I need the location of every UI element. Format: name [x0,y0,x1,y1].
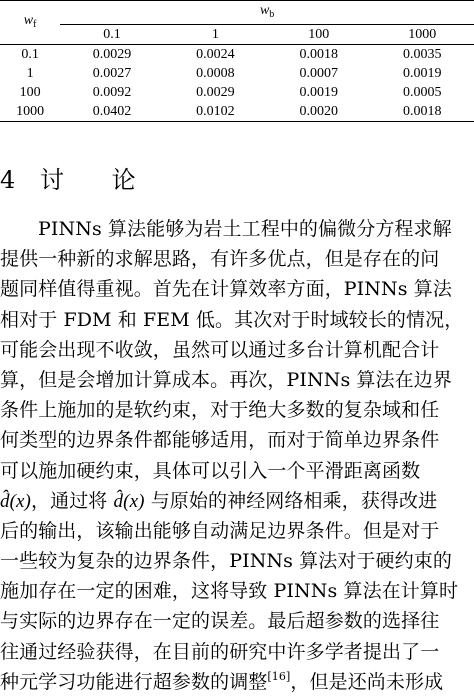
table-cell: 0.0102 [196,104,235,119]
row-label: 1000 [16,104,45,119]
paragraph-line: 可以施加硬约束，具体可以引入一个平滑距离函数 [0,459,421,482]
paragraph-line: 算，但是会增加计算成本。再次，PINNs 算法在边界 [0,368,452,391]
table-row [0,45,474,65]
table-header-row-1 [0,1,474,25]
paragraph-line: 一些较为复杂的边界条件，PINNs 算法对于硬约束的 [0,550,452,573]
table-cell: 0.0029 [92,47,132,62]
paragraph-line: 何类型的边界条件都能够适用，而对于简单边界条件 [0,429,440,452]
paragraph-line: 条件上施加的是软约束，对于绝大多数的复杂域和任 [0,399,440,422]
table-cell: 0.0027 [92,66,132,81]
paragraph-line: 可能会出现不收敛，虽然可以通过多台计算机配合计 [0,338,440,361]
row-label: 1 [26,66,34,81]
table-cell: 0.0018 [403,104,442,119]
row-header-wf: $w_f$ [23,13,37,30]
body-paragraph [0,214,474,697]
col-header: 100 [308,27,330,42]
row-label: 100 [19,85,41,100]
paragraph-line: 施加存在一定的困难，这将导致 PINNs 算法在计算时 [0,580,459,603]
col-group-header-wb: $w_b$ [60,1,474,25]
col-header: 1 [211,27,219,42]
results-table [0,0,474,122]
row-label: 0.1 [21,47,39,62]
table-cell: 0.0020 [299,104,339,119]
paragraph-text: 与原始的神经网络相乘，获得改进 [150,489,438,512]
paragraph-line: 往通过经验获得，在目前的研究中许多学者提出了一 [0,640,440,663]
col-header: 0.1 [103,27,121,42]
paragraph-line: 提供一种新的求解思路，有许多优点，但是存在的问 [0,248,440,271]
table-cell: 0.0035 [403,47,442,62]
table-cell: 0.0029 [196,85,235,100]
table-cell: 0.0092 [92,85,132,100]
table-cell: 0.0019 [299,85,339,100]
table-header-row-2 [0,25,474,45]
math-distance-function: d̂(x) [113,490,145,512]
table-cell: 0.0018 [299,47,339,62]
table-cell: 0.0005 [403,85,442,100]
table-cell: 0.0402 [92,104,132,119]
math-distance-function: d̂(x) [0,490,31,512]
table-row [0,64,474,83]
col-header: 1000 [408,27,437,42]
paragraph-text: ，但是还尚未形成 [290,670,444,693]
table-cell: 0.0019 [403,66,442,81]
paragraph-line: 相对于 FDM 和 FEM 低。其次对于时域较长的情况， [0,308,464,331]
paragraph-text: ，通过将 [31,489,108,512]
paragraph-line: PINNs 算法能够为岩土工程中的偏微分方程求解 [38,218,452,240]
paragraph-line: 与实际的边界存在一定的误差。最后超参数的选择往 [0,610,440,633]
citation-ref[interactable]: [16] [267,669,291,683]
paragraph-line-with-citation [0,667,474,697]
paragraph-line-with-math [0,486,474,516]
section-heading [0,160,156,195]
paragraph-line: 题同样值得重视。首先在计算效率方面，PINNs 算法 [0,278,452,301]
table-cell: 0.0007 [299,66,339,81]
paragraph-line: 后的输出，该输出能够自动满足边界条件。但是对于 [0,519,440,542]
table-row [0,102,474,122]
table-cell: 0.0008 [196,66,235,81]
paragraph-text: 种元学习功能进行超参数的调整 [0,670,268,693]
results-table-container [0,0,474,122]
table-row [0,83,474,102]
section-number: 4 [0,166,16,194]
section-title-text: 讨 论 [40,166,156,194]
table-cell: 0.0024 [196,47,235,62]
